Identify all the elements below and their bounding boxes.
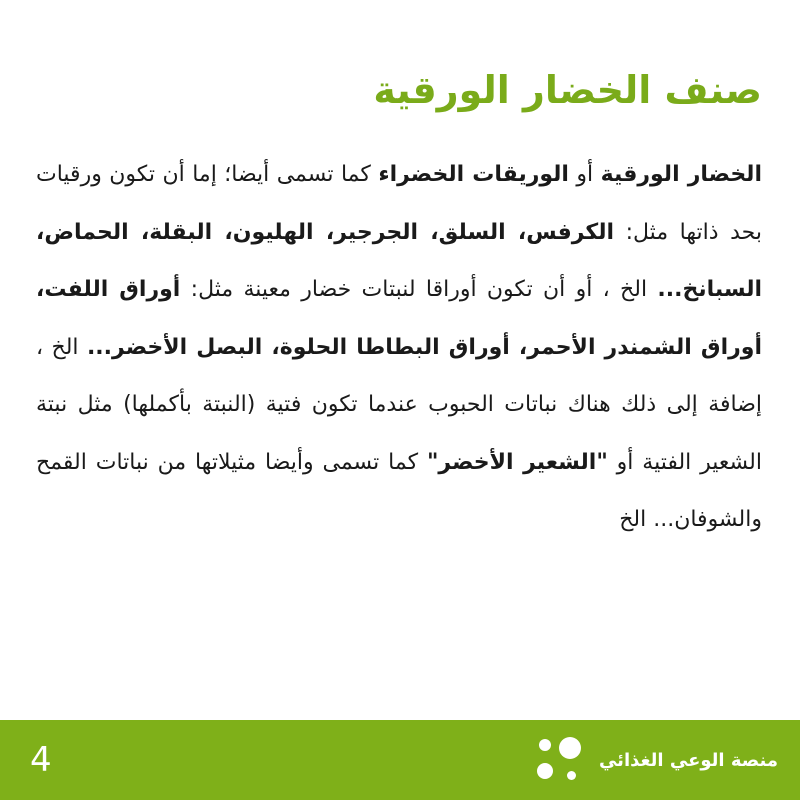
page-title: صنف الخضار الورقية [373, 68, 762, 112]
content-area [36, 60, 762, 549]
body-paragraph [36, 146, 762, 549]
brand [533, 720, 778, 800]
page-number: 4 [30, 740, 52, 780]
logo-dots-icon [533, 733, 587, 787]
bold-term: الخضار الورقية [600, 162, 762, 187]
bold-term: "الشعير الأخضر" [426, 449, 608, 475]
footer-bar [0, 720, 800, 800]
brand-name: منصة الوعي الغذائي [598, 749, 778, 771]
text-run: كما تسمى وأيضا مثيلاتها من نباتات القمح والشوفان... الخ [36, 449, 762, 532]
text-run: الخ ، أو أن تكون أوراقا لنبتات خضار معينة مثل: [180, 277, 658, 302]
bold-term: الوريقات الخضراء [378, 162, 569, 187]
text-run: الخ ، إضافة إلى ذلك هناك نباتات الحبوب عندما تكون فتية (النبتة بأكملها) مثل نبتة الشعير الفتية أو [36, 334, 762, 475]
text-run: كما تسمى أيضا؛ إما أن تكون ورقيات بحد ذاتها مثل: [36, 162, 762, 245]
bold-list: أوراق اللفت، أوراق الشمندر الأحمر، أوراق البطاطا الحلوة، البصل الأخضر... [36, 277, 763, 360]
text-run: أو [568, 162, 601, 187]
bold-list: الكرفس، السلق، الجرجير، الهليون، البقلة، الحماض، السبانخ... [36, 219, 763, 302]
